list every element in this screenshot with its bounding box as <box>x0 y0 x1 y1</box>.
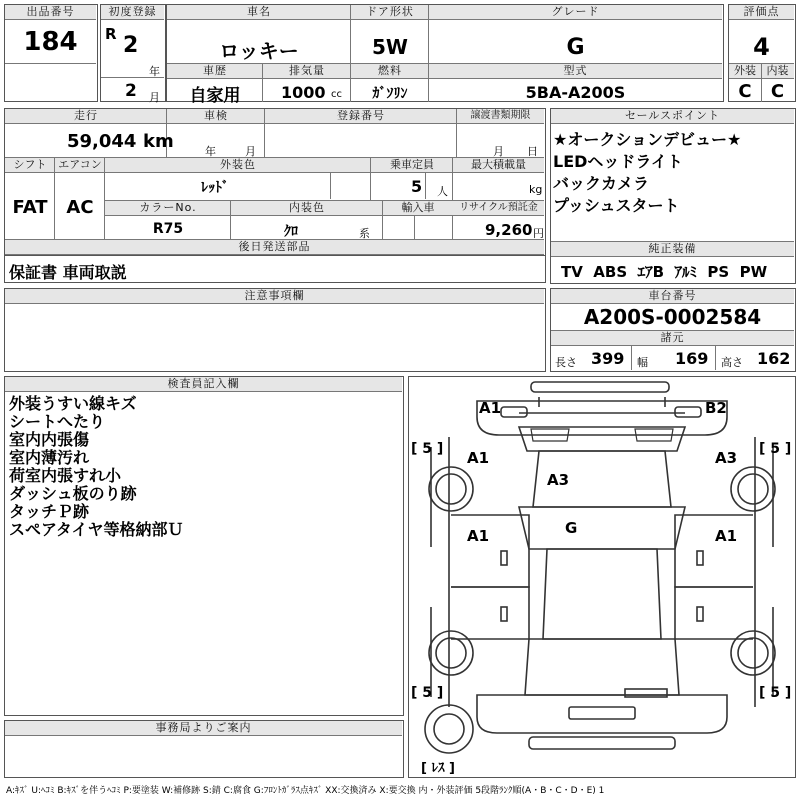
mark-left-fender: A1 <box>467 449 490 467</box>
car-info-box <box>166 4 724 106</box>
ext-color-label: 外装色 <box>105 158 371 173</box>
lot-box <box>4 4 98 102</box>
mileage: 59,044 <box>67 131 137 152</box>
transfer-day-unit: 日 <box>527 145 538 158</box>
import-label: 輸入車 <box>383 201 453 216</box>
later-parts-box <box>4 255 546 283</box>
mark-right-fender: A3 <box>715 449 738 467</box>
inspector-label: 検査員記入欄 <box>5 377 402 392</box>
year-unit: 年 <box>149 65 160 78</box>
int-color: ｸﾛ <box>284 224 298 240</box>
inspection-label: 車検 <box>167 109 265 124</box>
chassis-box <box>550 288 796 372</box>
chassis-label: 車台番号 <box>551 289 794 304</box>
mark-front-left: A1 <box>479 399 502 417</box>
fuel: ｶﾞｿﾘﾝ <box>372 86 408 102</box>
office-box <box>4 720 404 778</box>
tire-front-right: [ 5 ] <box>759 441 792 457</box>
car-outline <box>409 377 795 777</box>
sales-point: バックカメラ <box>553 174 650 193</box>
first-reg-label: 初度登録 <box>101 5 164 20</box>
car-name: ロッキー <box>219 39 299 63</box>
history: 自家用 <box>189 86 241 106</box>
mark-hood: A3 <box>547 471 570 489</box>
model-label: 型式 <box>429 64 722 79</box>
color-no: R75 <box>152 221 184 237</box>
recycle-unit: 円 <box>533 227 544 240</box>
lot-number: 184 <box>23 27 78 57</box>
length-label: 長さ <box>555 356 577 369</box>
fuel-label: 燃料 <box>351 64 429 79</box>
history-label: 車歴 <box>167 64 263 79</box>
sales-point: ★オークションデビュー★ <box>553 130 742 149</box>
height-label: 高さ <box>721 356 743 369</box>
reg-no-label: 登録番号 <box>265 109 457 124</box>
score-label: 評価点 <box>729 5 794 20</box>
tire-rear-left: [ 5 ] <box>411 685 444 701</box>
first-reg-box <box>100 4 166 102</box>
mileage-unit: km <box>143 131 174 152</box>
reg-year: 2 <box>123 33 139 58</box>
inspector-note: 室内薄汚れ <box>9 448 90 467</box>
era: R <box>105 25 117 43</box>
spare-tire: [ ﾚｽ ] <box>421 761 455 776</box>
width: 169 <box>675 349 709 368</box>
lot-label: 出品番号 <box>5 5 96 20</box>
inspector-note: 外装うすい線キズ <box>9 394 137 413</box>
exterior-grade: C <box>738 81 752 102</box>
mileage-label: 走行 <box>5 109 167 124</box>
interior-grade: C <box>770 81 785 102</box>
legend: A:ｷｽﾞ U:ﾍｺﾐ B:ｷｽﾞを伴うﾍｺﾐ P:要塗装 W:補修跡 S:錆 C:腐食 G:ﾌﾛﾝﾄｶﾞﾗｽ点ｷｽﾞ XX:交換済み X:要交換 内・外装評価 5段階ﾗﾝｸ順(A・B・C・D・E) 1 <box>6 786 605 796</box>
int-color-unit: 系 <box>359 227 370 240</box>
mark-roof: G <box>565 519 578 537</box>
insp-month-unit: 月 <box>245 145 256 158</box>
transfer-month-unit: 月 <box>493 145 504 158</box>
max-load-unit: kg <box>529 183 543 196</box>
recycle-label: リサイクル預託金 <box>453 201 544 216</box>
later-parts-label: 後日発送部品 <box>5 240 544 255</box>
model-code: 5BA-A200S <box>525 83 626 102</box>
vehicle-info-box <box>4 108 546 256</box>
insp-year-unit: 年 <box>205 145 216 158</box>
door-type: 5W <box>372 35 408 59</box>
damage-diagram <box>408 376 796 778</box>
inspector-notes <box>9 395 184 539</box>
displacement-unit: cc <box>331 89 342 100</box>
chassis-number: A200S-0002584 <box>583 305 762 329</box>
sales-points-list <box>553 131 741 215</box>
month-unit: 月 <box>149 91 160 104</box>
color-no-label: カラーNo. <box>105 201 231 216</box>
grade: G <box>566 35 585 60</box>
displacement-label: 排気量 <box>263 64 351 79</box>
int-color-label: 内装色 <box>231 201 383 216</box>
inspector-note: シートへたり <box>9 412 106 431</box>
tire-rear-right: [ 5 ] <box>759 685 792 701</box>
sales-points-box <box>550 108 796 284</box>
door-label: ドア形状 <box>351 5 429 20</box>
interior-label: 内装 <box>761 64 794 79</box>
capacity-unit: 人 <box>437 185 448 198</box>
capacity: 5 <box>411 177 423 196</box>
transfer-label: 譲渡書類期限 <box>457 109 544 124</box>
inspector-note: ダッシュ板のり跡 <box>9 484 137 503</box>
sales-point: プッシュスタート <box>553 196 680 215</box>
length: 399 <box>591 349 625 368</box>
equipment-label: 純正装備 <box>551 242 794 257</box>
inspector-note: スペアタイヤ等格納部Ｕ <box>9 520 184 539</box>
equipment: TV ABS ｴｱB ｱﾙﾐ PS PW <box>561 263 768 281</box>
ac-label: エアコン <box>55 158 105 173</box>
recycle-fee: 9,260 <box>485 221 533 239</box>
car-name-label: 車名 <box>167 5 351 20</box>
inspector-box <box>4 376 404 716</box>
mark-front-right: B2 <box>705 399 727 417</box>
score: 4 <box>753 33 770 61</box>
inspector-note: タッチＰ跡 <box>9 502 90 521</box>
notes-box <box>4 288 546 372</box>
exterior-label: 外装 <box>729 64 761 79</box>
notes-label: 注意事項欄 <box>5 289 544 304</box>
office-label: 事務局よりご案内 <box>5 721 402 736</box>
inspector-note: 荷室内張すれ小 <box>9 466 122 485</box>
spec-label: 諸元 <box>551 331 794 346</box>
tire-front-left: [ 5 ] <box>411 441 444 457</box>
later-parts: 保証書 車両取説 <box>9 263 127 282</box>
shift: FAT <box>12 197 48 218</box>
reg-month: 2 <box>125 81 137 101</box>
mark-right-door: A1 <box>715 527 738 545</box>
inspector-note: 室内内張傷 <box>9 430 90 449</box>
sales-point: LEDヘッドライト <box>553 152 683 171</box>
air-con: AC <box>66 197 94 218</box>
shift-label: シフト <box>5 158 55 173</box>
ext-color: ﾚｯﾄﾞ <box>201 180 229 196</box>
score-box <box>728 4 796 102</box>
max-load-label: 最大積載量 <box>453 158 544 173</box>
height: 162 <box>757 349 791 368</box>
capacity-label: 乗車定員 <box>371 158 453 173</box>
sales-points-label: セールスポイント <box>551 109 794 124</box>
width-label: 幅 <box>637 356 648 369</box>
displacement: 1000 <box>281 83 326 102</box>
mark-left-door: A1 <box>467 527 490 545</box>
grade-label: グレード <box>429 5 722 20</box>
